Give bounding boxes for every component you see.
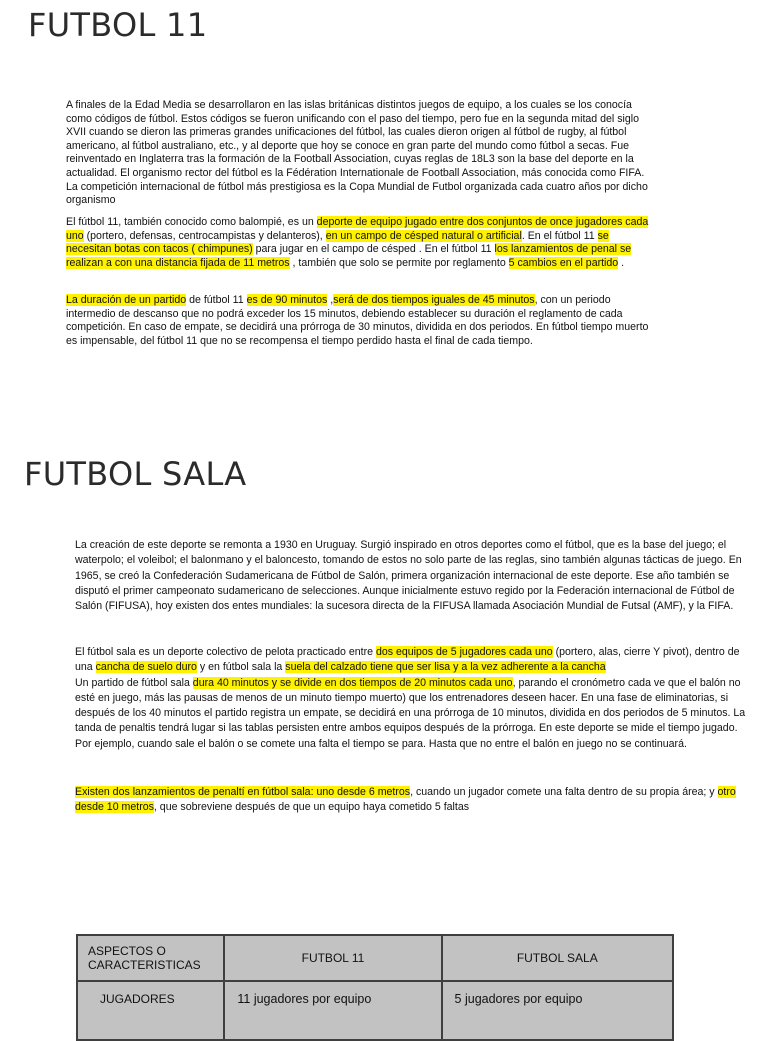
text-run: ,: [327, 294, 334, 306]
highlighted-text: será de dos tiempos iguales de 45 minutos: [333, 294, 535, 306]
highlighted-text: dura 40 minutos y se divide en dos tiempos de 20 minutos cada uno: [192, 676, 513, 689]
text-run: y en fútbol sala la: [196, 661, 286, 674]
highlighted-text: se necesitan botas con tacos ( chimpunes): [66, 229, 609, 256]
highlighted-text: La duración de un partido: [66, 294, 187, 306]
highlighted-text: Existen dos lanzamientos de penaltí en fútbol sala: uno desde 6 metros: [75, 786, 411, 798]
paragraph-futbol-11-history: A finales de la Edad Media se desarrollaron en las islas británicas distintos juegos de equipo, a los cuales se los conocía como códigos de fútbol. Estos códigos se fueron unificando con el paso del tiempo, pero fue en la segunda mitad del siglo XVII cuando se dieron las primeras grandes unificaciones del fútbol, las cuales dieron origen al fútbol de rugby, al fútbol americano, al fútbol australiano, etc., y al deporte que hoy se conoce en gran parte del mundo como fútbol a secas. Fue reinventado en Inglaterra tras la formación de la Football Association, cuyas reglas de 18L3 son la base del deporte en la actualidad. El organismo rector del fútbol es la Fédération Internationale de Football Association, más conocida como FIFA. La competición internacional de fútbol más prestigiosa es la Copa Mundial de Futbol organizada cada cuatro años por dicho organismo: [66, 99, 648, 207]
table-row: [77, 981, 673, 1040]
table-header-cell: FUTBOL 11: [224, 935, 441, 981]
paragraph-futbol-sala-definition: [75, 645, 755, 676]
text-run: (portero, alas, cierre Y pivot), dentro de una: [75, 646, 740, 674]
table-cell: JUGADORES: [77, 981, 224, 1040]
highlighted-text: cancha de suelo duro: [95, 661, 197, 674]
highlighted-text: en un campo de césped natural o artificial: [325, 229, 522, 242]
paragraph-futbol-sala-duration: [75, 676, 755, 752]
paragraph-futbol-sala-history: La creación de este deporte se remonta a 1930 en Uruguay. Surgió inspirado en otros deportes como el fútbol, que es la base del juego; el waterpolo; el voleibol; el balonmano y el baloncesto, tomando de estos no solo parte de las reglas, sino también algunas tácticas de juego. En 1965, se creó la Confederación Sudamericana de Fútbol de Salón, primera organización internacional de este deporte. Ese año también se disputó el primer campeonato sudamericano de selecciones. Aunque inicialmente estuvo regido por la Federación internacional de Fútbol de Salón (FIFUSA), hoy existen dos entes mundiales: la sucesora directa de la FIFUSA llamada Asociación Mundial de Futsal (AMF), y la FIFA.: [75, 539, 742, 613]
highlighted-text: otro desde 10 metros: [75, 786, 736, 814]
text-run: El fútbol 11, también conocido como balompié, es un: [66, 216, 317, 228]
table-header-row: [77, 935, 673, 981]
paragraph-futbol-sala-penalties: [75, 785, 755, 816]
text-run: para jugar en el campo de césped . En el fútbol 11: [252, 243, 495, 256]
text-run: , también que solo se permite por reglamento: [289, 256, 509, 269]
paragraph-futbol-11-duration: [66, 294, 650, 348]
highlighted-text: los lanzamientos de penal se realizan a con una distancia fijada de 11 metros: [66, 243, 632, 269]
table-cell: 5 jugadores por equipo: [442, 981, 673, 1040]
text-run: , con un periodo intermedio de descanso que no podrá exceder los 15 minutos, debiendo establecer su duración el reglamento de cada competición. En caso de empate, se decidirá una prórroga de 30 minutos, dividida en dos periodos. En fútbol tiempo muerto es impensable, del fútbol 11 que no se recompensa el tiempo perdido hasta el final de cada tiempo.: [66, 294, 649, 347]
text-run: (portero, defensas, centrocampistas y delanteros),: [83, 229, 326, 242]
highlighted-text: es de 90 minutos: [246, 294, 328, 306]
section-title-futbol-sala: FUTBOL SALA: [24, 455, 247, 493]
text-run: Un partido de fútbol sala: [75, 676, 193, 689]
highlighted-text: 5 cambios en el partido: [508, 256, 619, 269]
highlighted-text: suela del calzado tiene que ser lisa y a la vez adherente a la cancha: [285, 661, 606, 674]
text-run: , parando el cronómetro cada ve que el balón no esté en juego, más las pausas de menos de un minuto tiempo muerto) que los entrenadores deseen hacer. En una fase de eliminatorias, si después de los 40 minutos el partido registra un empate, se decidirá en una prórroga de 10 minutos, dividida en dos periodos de 5 minutos. La tanda de penaltis tendrá lugar si las tablas persisten entre ambos equipos después de la prórroga. En este deporte se mide el tiempo jugado. Por ejemplo, cuando sale el balón o se comete una falta el tiempo se para. Hasta que no entre el balón en juego no se continuará.: [75, 676, 746, 750]
table-header-cell: FUTBOL SALA: [442, 935, 673, 981]
text-run: .: [618, 256, 625, 269]
table-cell: 11 jugadores por equipo: [224, 981, 441, 1040]
text-run: , que sobreviene después de que un equipo haya cometido 5 faltas: [153, 801, 470, 814]
comparison-table: [76, 934, 674, 1041]
text-run: El fútbol sala es un deporte colectivo de pelota practicado entre: [75, 646, 376, 658]
text-run: , cuando un jugador comete una falta dentro de su propia área; y: [410, 786, 718, 798]
paragraph-futbol-11-definition: [66, 216, 650, 270]
text-run: de fútbol 11: [186, 294, 247, 306]
table-header-cell: ASPECTOS O CARACTERISTICAS: [77, 935, 224, 981]
paragraph-futbol-sala-rules: [75, 645, 755, 752]
section-title-futbol-11: FUTBOL 11: [28, 6, 208, 44]
text-run: . En el fútbol 11: [521, 229, 598, 242]
highlighted-text: deporte de equipo jugado entre dos conjuntos de once jugadores cada uno: [66, 216, 649, 242]
highlighted-text: dos equipos de 5 jugadores cada uno: [375, 646, 553, 658]
